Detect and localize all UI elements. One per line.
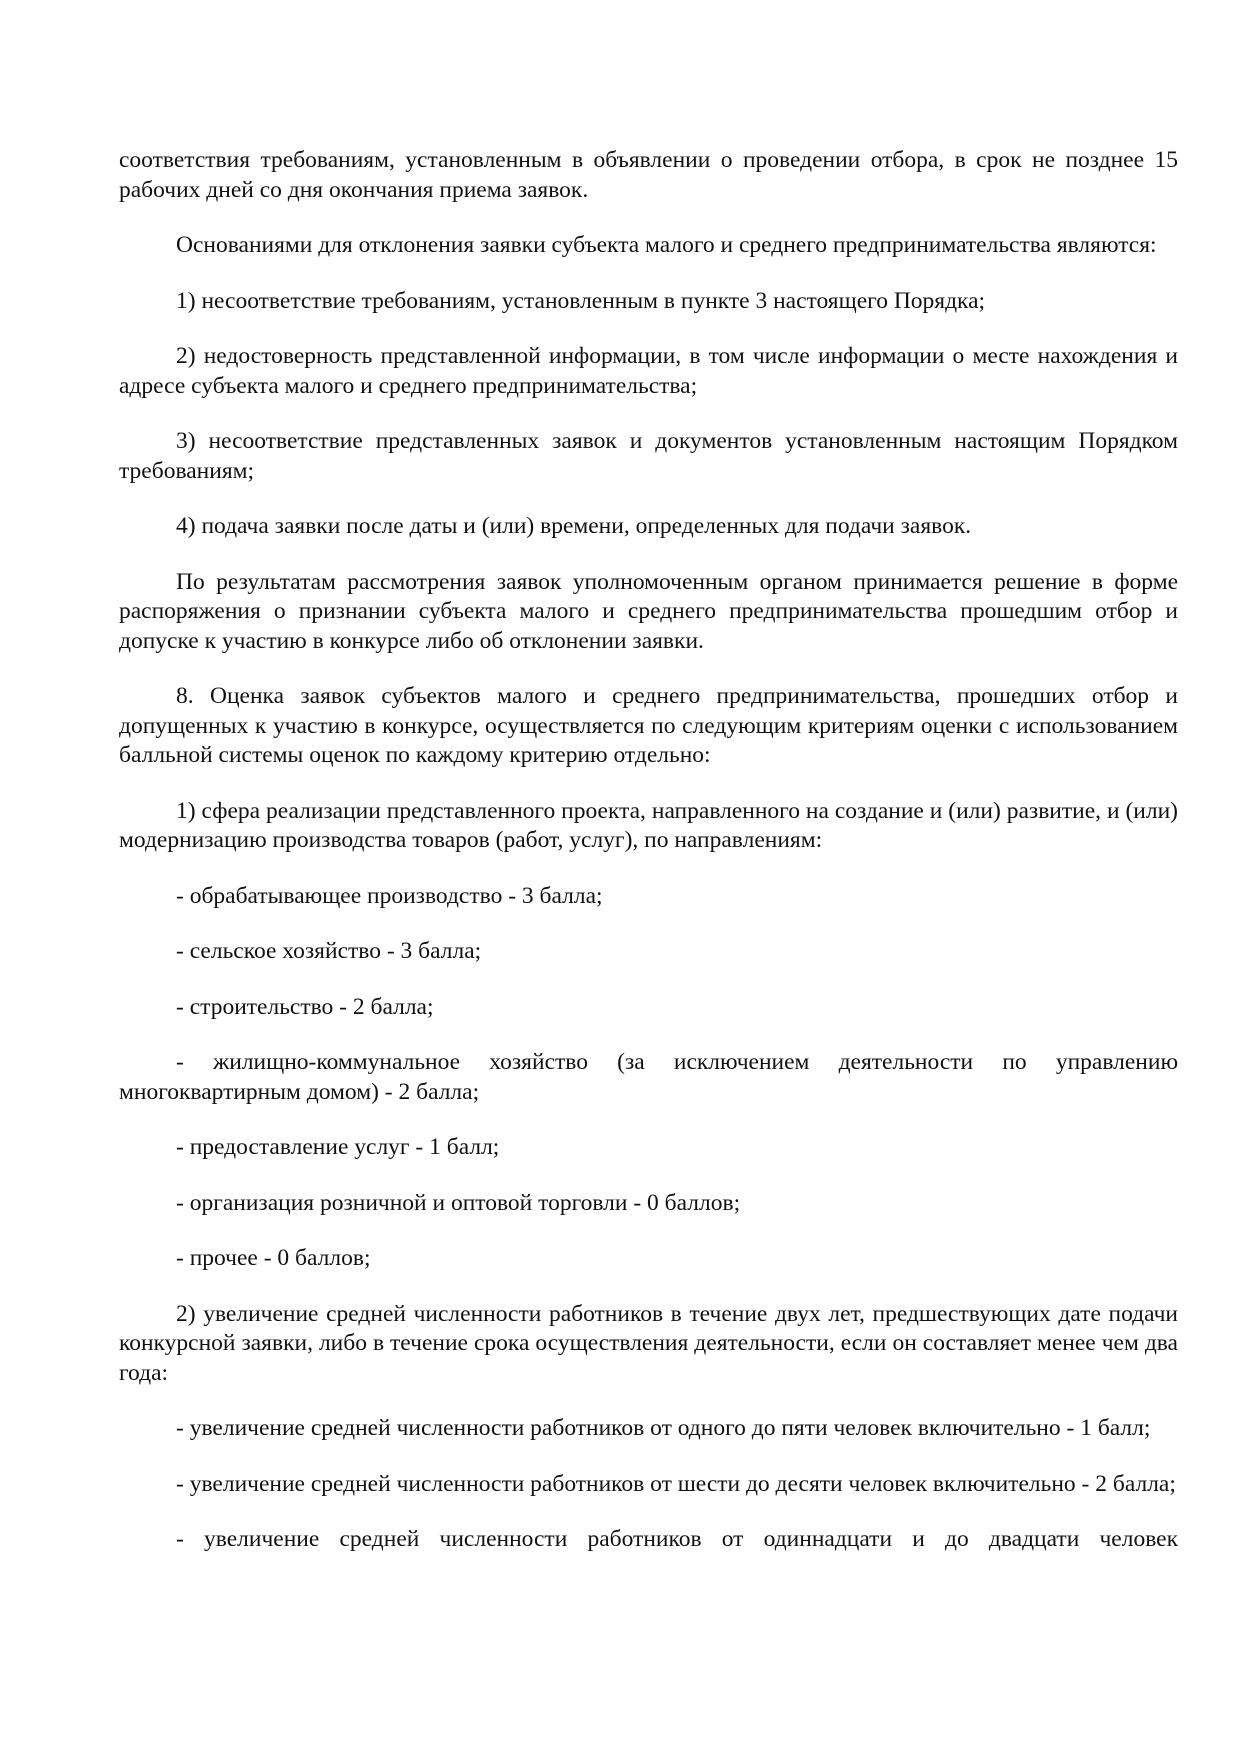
list-item-other: - прочее - 0 баллов; — [176, 1245, 371, 1271]
paragraph-review-results: По результатам рассмотрения заявок уполномоченным органом принимается решение в форме распоряжения о признании субъекта малого и среднего предпринимательства прошедшим отбор и допуске к участию в конкурсе либо об отклонении заявки. — [119, 568, 1178, 654]
list-item-rejection-3: 3) несоответствие представленных заявок и документов установленным настоящим Порядком требованиям; — [119, 428, 1178, 484]
list-item-housing-utilities: - жилищно-коммунальное хозяйство (за исключением деятельности по управлению многоквартирным домом) - 2 балла; — [119, 1049, 1178, 1105]
list-item-manufacturing: - обрабатывающее производство - 3 балла; — [176, 882, 603, 909]
list-item-trade: - организация розничной и оптовой торговли - 0 баллов; — [176, 1189, 741, 1216]
list-item-rejection-4: 4) подача заявки после даты и (или) времени, определенных для подачи заявок. — [176, 513, 972, 539]
paragraph-section-8: 8. Оценка заявок субъектов малого и среднего предпринимательства, прошедших отбор и допущенных к участию в конкурсе, осуществляется по следующим критериям оценки с использованием балльной системы оценок по каждому критерию отдельно: — [119, 683, 1178, 768]
list-item-construction: - строительство - 2 балла; — [176, 993, 434, 1020]
list-item-criterion-2: 2) увеличение средней численности работников в течение двух лет, предшествующих дате подачи конкурсной заявки, либо в течение срока осуществления деятельности, если он составляет менее чем два года: — [119, 1300, 1178, 1386]
list-item-services: - предоставление услуг - 1 балл; — [176, 1134, 500, 1160]
list-item-rejection-1: 1) несоответствие требованиям, установленным в пункте 3 настоящего Порядка; — [176, 287, 986, 314]
paragraph-continuation: соответствия требованиям, установленным в объявлении о проведении отбора, в срок не позднее 15 рабочих дней со дня окончания приема заявок. — [119, 147, 1178, 203]
list-item-staff-11-20: - увеличение средней численности работников от одиннадцати и до двадцати человек — [176, 1526, 1178, 1552]
document-page — [119, 146, 1178, 1555]
list-item-criterion-1: 1) сфера реализации представленного проекта, направленного на создание и (или) развитие, и (или) модернизацию производства товаров (работ, услуг), по направлениям: — [119, 797, 1178, 853]
list-item-staff-1-5: - увеличение средней численности работников от одного до пяти человек включительно - 1 балл; — [176, 1415, 1151, 1441]
list-item-agriculture: - сельское хозяйство - 3 балла; — [176, 938, 482, 964]
paragraph-rejection-grounds: Основаниями для отклонения заявки субъекта малого и среднего предпринимательства являются: — [176, 232, 1157, 258]
list-item-rejection-2: 2) недостоверность представленной информации, в том числе информации о месте нахождения и адресе субъекта малого и среднего предпринимательства; — [119, 343, 1178, 399]
list-item-staff-6-10: - увеличение средней численности работников от шести до десяти человек включительно - 2 балла; — [176, 1470, 1176, 1497]
